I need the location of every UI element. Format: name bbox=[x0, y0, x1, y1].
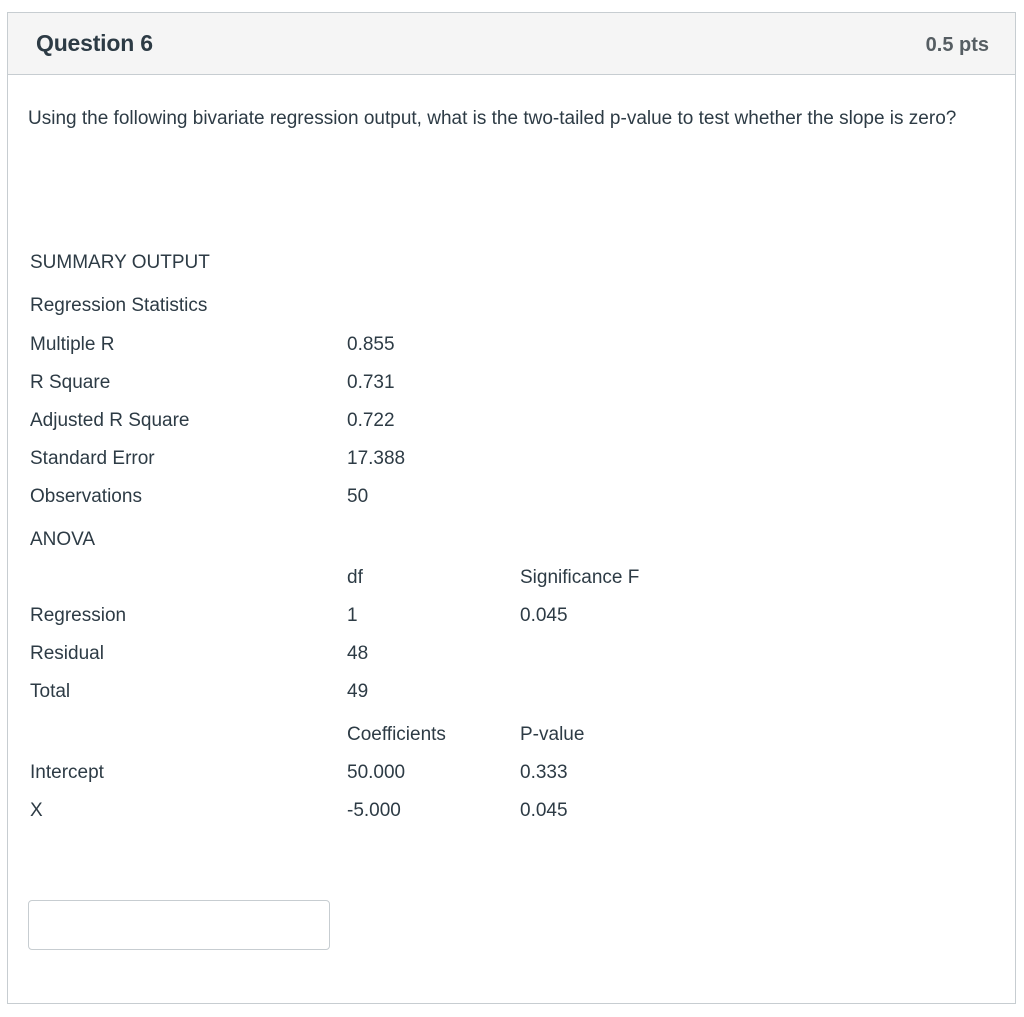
anova-df-value: 49 bbox=[347, 681, 369, 702]
stat-value: 50 bbox=[347, 486, 369, 507]
coefficient-row-label: Intercept bbox=[30, 762, 104, 783]
anova-row-label: Regression bbox=[30, 605, 127, 626]
coefficient-value: -5.000 bbox=[347, 800, 401, 821]
question-header bbox=[8, 13, 1015, 75]
anova-df-value: 48 bbox=[347, 643, 369, 664]
stat-label: Multiple R bbox=[30, 334, 115, 355]
anova-sig-f-value: 0.045 bbox=[520, 605, 568, 626]
stat-value: 17.388 bbox=[347, 448, 406, 469]
anova-df-value: 1 bbox=[347, 605, 358, 626]
question-title: Question 6 bbox=[36, 30, 153, 56]
stat-value: 0.722 bbox=[347, 410, 395, 431]
anova-column-header: df bbox=[347, 567, 363, 588]
question-text: Using the following bivariate regression output, what is the two-tailed p-value to test whether the slope is zero? bbox=[28, 108, 957, 129]
stat-label: Standard Error bbox=[30, 448, 155, 469]
stat-label: Adjusted R Square bbox=[30, 410, 190, 431]
regression-statistics-heading: Regression Statistics bbox=[30, 295, 208, 316]
coefficient-row-label: X bbox=[30, 800, 43, 821]
anova-column-header: Significance F bbox=[520, 567, 640, 588]
coefficients-column-header: Coefficients bbox=[347, 724, 446, 745]
p-value: 0.045 bbox=[520, 800, 568, 821]
anova-row-label: Total bbox=[30, 681, 71, 702]
summary-heading: SUMMARY OUTPUT bbox=[30, 252, 210, 273]
anova-row-label: Residual bbox=[30, 643, 104, 664]
coefficients-column-header: P-value bbox=[520, 724, 585, 745]
stat-value: 0.855 bbox=[347, 334, 395, 355]
question-points: 0.5 pts bbox=[925, 34, 989, 56]
anova-heading: ANOVA bbox=[30, 529, 96, 550]
coefficient-value: 50.000 bbox=[347, 762, 406, 783]
stat-label: R Square bbox=[30, 372, 111, 393]
answer-input[interactable] bbox=[28, 900, 330, 950]
p-value: 0.333 bbox=[520, 762, 568, 783]
stat-value: 0.731 bbox=[347, 372, 395, 393]
question-card bbox=[7, 12, 1016, 1004]
stat-label: Observations bbox=[30, 486, 142, 507]
